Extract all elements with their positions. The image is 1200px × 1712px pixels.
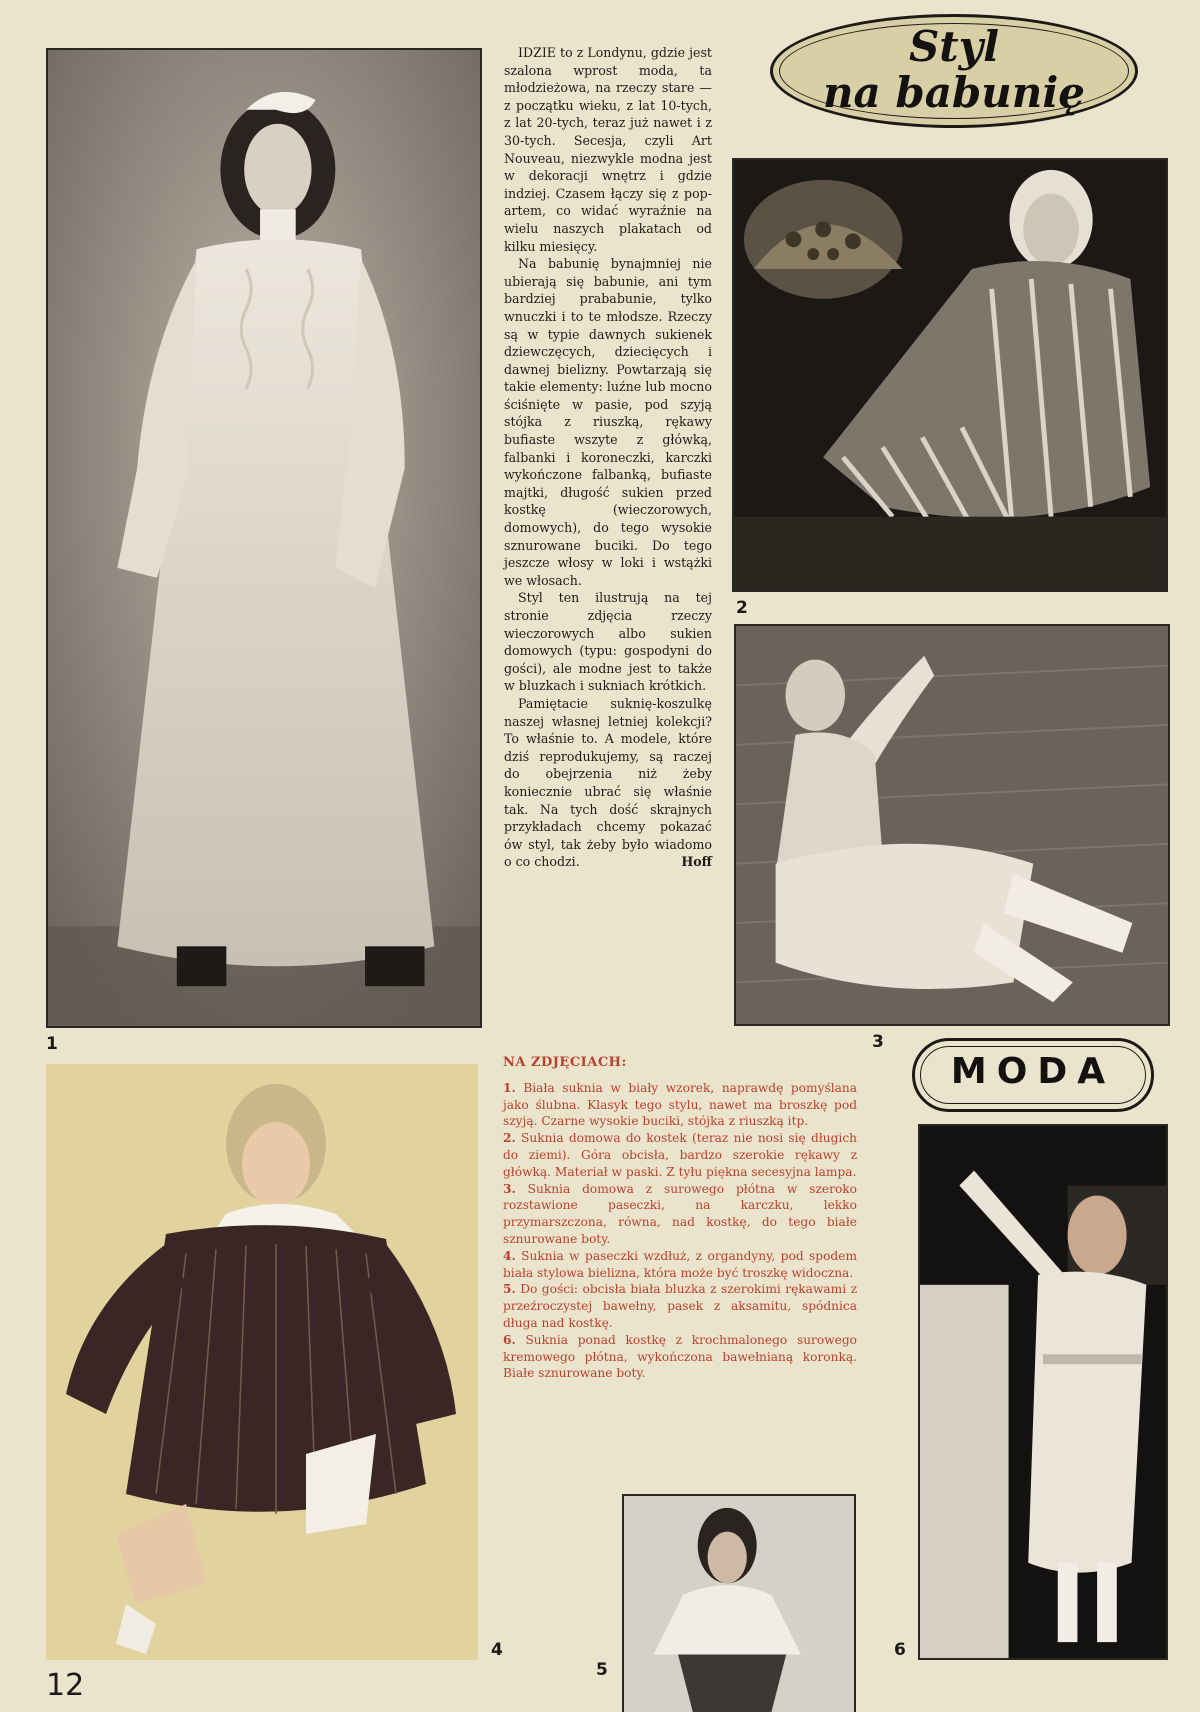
article-paragraph: Pamiętacie suknię-koszulkę naszej własnej letniej kolekcji? To właśnie to. A modele, które dziś reprodukujemy, są raczej do obejrzenia niż żeby koniecznie ubrać się właśnie tak. Na tych dość skrajnych przykładach chcemy pokazać ów styl, tak żeby było wiadomo o co chodzi.	[504, 695, 712, 870]
article-signature: Hoff	[681, 854, 712, 870]
caption-text: Suknia domowa z surowego płótna w szeroko rozstawione paseczki, na karczku, lekko przymarszczona, równa, nad kostkę, do tego białe sznurowane boty.	[503, 1181, 858, 1246]
photo-number: 4	[491, 1640, 503, 1660]
caption-number: 4.	[503, 1248, 516, 1263]
title-badge	[770, 14, 1138, 128]
article-paragraph: IDZIE to z Londynu, gdzie jest szalona wprost moda, ta młodzieżowa, na rzeczy stare — z początku wieku, z lat 10-tych, z lat 20-tych, teraz już nawet i z 30-tych. Secesja, czyli Art Nouveau, niezwykle modna jest w dekoracji wnętrz i gdzie indziej. Czasem łączy się z pop-artem, co widać wyraźnie na wielu naszych plakatach od kilku miesięcy.	[504, 45, 712, 254]
photo-2-striped-dress-lamp	[732, 158, 1168, 592]
caption-text: Biała suknia w biały wzorek, naprawdę pomyślana jako ślubna. Klasyk tego stylu, nawet ma broszkę pod szyją. Czarne wysokie buciki, stójka z riuszką itp.	[503, 1080, 857, 1129]
caption-text: Suknia w paseczki wzdłuż, z organdyny, pod spodem biała stylowa bielizna, która może być troszkę widoczna.	[503, 1248, 858, 1280]
caption-number: 1.	[503, 1080, 516, 1095]
photo-4-striped-organdy-dress	[46, 1064, 478, 1660]
caption-number: 5.	[503, 1282, 516, 1297]
caption-item	[503, 1130, 857, 1180]
page-title-line-1: Styl	[908, 22, 1000, 71]
photo-number: 1	[46, 1034, 58, 1054]
captions-heading: NA ZDJĘCIACH:	[503, 1055, 627, 1070]
photo-number: 2	[736, 598, 748, 618]
caption-number: 2.	[503, 1131, 516, 1146]
photo-number: 6	[894, 1640, 906, 1660]
caption-text: Suknia domowa do kostek (teraz nie nosi się długich do ziemi). Góra obcisła, bardzo szerokie rękawy z główką. Materiał w paski. Z tyłu piękna secesyjna lampa.	[503, 1131, 858, 1179]
photo-number: 3	[872, 1032, 884, 1052]
caption-number: 3.	[503, 1181, 516, 1196]
photo-captions	[503, 1055, 857, 1382]
page-title-line-2: na babunię	[822, 68, 1086, 117]
article-paragraph: Styl ten ilustrują na tej stronie zdjęcia rzeczy wieczorowych albo sukien domowych (typu: gospodyni do gości), ale modne jest to także w bluzkach i sukniach krótkich.	[504, 590, 712, 694]
photo-3-seated-linen-dress	[734, 624, 1170, 1026]
section-title: MODA	[950, 1051, 1116, 1092]
photo-1-white-wedding-dress	[46, 48, 482, 1028]
caption-text: Do gości: obcisła biała bluzka z szerokimi rękawami z przeźroczystej bawełny, pasek z aksamitu, spódnica długa nad kostkę.	[503, 1282, 858, 1330]
page-number: 12	[46, 1668, 85, 1703]
moda-badge	[912, 1038, 1154, 1112]
article-body	[504, 44, 712, 871]
caption-item	[503, 1332, 857, 1382]
photo-5-white-blouse	[622, 1494, 856, 1712]
caption-item	[503, 1181, 857, 1248]
caption-number: 6.	[503, 1332, 516, 1347]
photo-number: 5	[596, 1660, 608, 1680]
photo-6-cream-linen-dress	[918, 1124, 1168, 1660]
article-paragraph: Na babunię bynajmniej nie ubierają się babunie, ani tym bardziej prababunie, tylko wnuczki i to te młodsze. Rzeczy są w typie dawnych sukienek dziewczęcych, dziecięcych i dawnej bielizny. Powtarzają się takie elementy: luźne lub mocno ściśnięte w pasie, pod szyją stójka z riuszką, rękawy bufiaste wszyte z główką, falbanki i koroneczki, karczki wykończone falbanką, bufiaste majtki, długość sukien przed kostkę (wieczorowych, domowych), do tego wysokie sznurowane buciki. Do tego jeszcze włosy w loki i wstążki we włosach.	[504, 256, 712, 588]
caption-item	[503, 1281, 857, 1331]
caption-item	[503, 1248, 857, 1282]
caption-text: Suknia ponad kostkę z krochmalonego surowego kremowego płótna, wykończona bawełnianą koronką. Białe sznurowane boty.	[503, 1332, 858, 1381]
caption-item	[503, 1080, 857, 1130]
